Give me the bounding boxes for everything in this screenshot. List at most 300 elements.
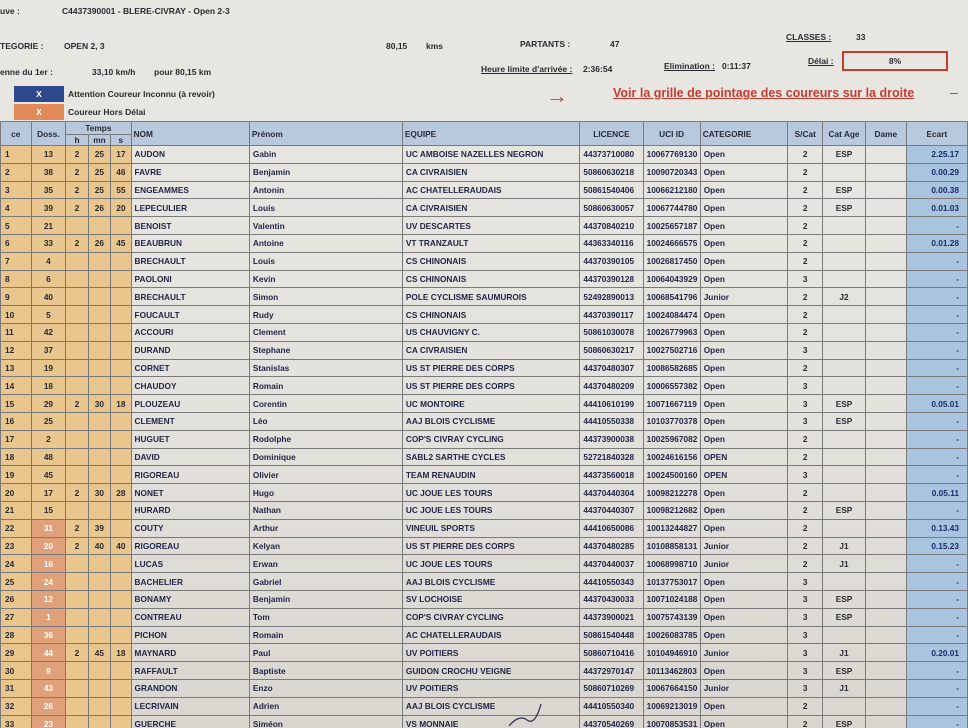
row-uci-id: 10069213019 <box>643 697 700 715</box>
row-equipe: US ST PIERRE DES CORPS <box>402 537 579 555</box>
row-dossard: 20 <box>31 537 66 555</box>
row-uci-id: 10024084474 <box>643 306 700 324</box>
row-time-h <box>66 626 88 644</box>
row-licence: 52721840328 <box>580 448 643 466</box>
row-place: 32 <box>1 697 32 715</box>
row-uci-id: 10024500160 <box>643 466 700 484</box>
row-time-h <box>66 377 88 395</box>
row-place: 8 <box>1 270 32 288</box>
row-dossard: 19 <box>31 359 66 377</box>
row-scat: 3 <box>788 590 823 608</box>
row-nom: FAVRE <box>131 163 249 181</box>
row-scat: 2 <box>788 484 823 502</box>
row-equipe: CA CIVRAISIEN <box>402 163 579 181</box>
row-dossard: 43 <box>31 679 66 697</box>
row-equipe: UV DESCARTES <box>402 217 579 235</box>
row-licence: 44373710080 <box>580 146 643 164</box>
row-nom: ACCOURI <box>131 323 249 341</box>
table-row <box>1 323 968 341</box>
row-cat-age: ESP <box>823 662 866 680</box>
row-prenom: Siméon <box>249 715 402 728</box>
row-place: 24 <box>1 555 32 573</box>
row-licence: 44410610199 <box>580 395 643 413</box>
row-scat: 2 <box>788 501 823 519</box>
col-catage-header: Cat Age <box>823 122 866 146</box>
table-row <box>1 501 968 519</box>
row-time-mn <box>88 341 110 359</box>
row-categorie: Open <box>700 412 788 430</box>
note-tail-mark: – <box>950 84 958 100</box>
row-categorie: Open <box>700 217 788 235</box>
row-scat: 3 <box>788 377 823 395</box>
row-scat: 2 <box>788 697 823 715</box>
row-categorie: Open <box>700 697 788 715</box>
row-time-h: 2 <box>66 537 88 555</box>
heure-limite-value: 2:36:54 <box>583 64 613 74</box>
row-prenom: Paul <box>249 644 402 662</box>
row-equipe: SV LOCHOISE <box>402 590 579 608</box>
row-equipe: UV POITIERS <box>402 644 579 662</box>
table-row <box>1 679 968 697</box>
row-licence: 44372970147 <box>580 662 643 680</box>
row-equipe: VINEUIL SPORTS <box>402 519 579 537</box>
row-time-s <box>111 217 131 235</box>
row-time-s: 46 <box>111 163 131 181</box>
row-place: 20 <box>1 484 32 502</box>
row-licence: 44370440307 <box>580 501 643 519</box>
row-equipe: AC CHATELLERAUDAIS <box>402 626 579 644</box>
table-row <box>1 306 968 324</box>
row-licence: 44370440037 <box>580 555 643 573</box>
row-dame <box>865 270 906 288</box>
row-categorie: Junior <box>700 679 788 697</box>
row-ecart: - <box>906 555 967 573</box>
row-uci-id: 10090720343 <box>643 163 700 181</box>
row-nom: RAFFAULT <box>131 662 249 680</box>
row-dame <box>865 715 906 728</box>
row-ecart: - <box>906 679 967 697</box>
row-categorie: Open <box>700 573 788 591</box>
col-prenom-header: Prénom <box>249 122 402 146</box>
row-categorie: Open <box>700 715 788 728</box>
row-scat: 2 <box>788 306 823 324</box>
row-cat-age: ESP <box>823 608 866 626</box>
row-time-h <box>66 715 88 728</box>
col-licence-header: LICENCE <box>580 122 643 146</box>
row-scat: 3 <box>788 412 823 430</box>
arrow-right-icon: → <box>546 83 568 108</box>
row-ecart: - <box>906 715 967 728</box>
row-cat-age <box>823 341 866 359</box>
row-licence: 44410550340 <box>580 697 643 715</box>
row-equipe: UC JOUE LES TOURS <box>402 484 579 502</box>
row-nom: BRECHAULT <box>131 252 249 270</box>
row-dame <box>865 501 906 519</box>
partants-label: PARTANTS : <box>520 39 571 49</box>
row-prenom: Hugo <box>249 484 402 502</box>
row-nom: RIGOREAU <box>131 466 249 484</box>
row-equipe: GUIDON CROCHU VEIGNE <box>402 662 579 680</box>
row-dame <box>865 590 906 608</box>
classes-value: 33 <box>856 32 866 42</box>
row-scat: 2 <box>788 217 823 235</box>
row-ecart: - <box>906 412 967 430</box>
row-time-s <box>111 715 131 728</box>
table-row <box>1 252 968 270</box>
row-time-h <box>66 252 88 270</box>
row-time-mn: 45 <box>88 644 110 662</box>
row-categorie: Open <box>700 484 788 502</box>
row-time-s <box>111 252 131 270</box>
row-equipe: COP'S CIVRAY CYCLING <box>402 430 579 448</box>
col-scat-header: S/Cat <box>788 122 823 146</box>
row-dossard: 38 <box>31 163 66 181</box>
row-categorie: Open <box>700 501 788 519</box>
row-time-mn <box>88 608 110 626</box>
row-uci-id: 10006557382 <box>643 377 700 395</box>
row-nom: PLOUZEAU <box>131 395 249 413</box>
row-time-s <box>111 341 131 359</box>
row-nom: CORNET <box>131 359 249 377</box>
row-time-s <box>111 555 131 573</box>
row-prenom: Corentin <box>249 395 402 413</box>
row-dossard: 18 <box>31 377 66 395</box>
row-scat: 3 <box>788 573 823 591</box>
row-time-h: 2 <box>66 146 88 164</box>
row-dossard: 48 <box>31 448 66 466</box>
row-time-h <box>66 501 88 519</box>
table-row <box>1 146 968 164</box>
row-place: 17 <box>1 430 32 448</box>
row-ecart: 0.01.28 <box>906 234 967 252</box>
col-equipe-header: EQUIPE <box>402 122 579 146</box>
row-ecart: - <box>906 323 967 341</box>
row-cat-age <box>823 163 866 181</box>
row-time-h: 2 <box>66 199 88 217</box>
table-row <box>1 537 968 555</box>
row-nom: NONET <box>131 484 249 502</box>
row-ecart: 0.20.01 <box>906 644 967 662</box>
row-uci-id: 10098212278 <box>643 484 700 502</box>
row-equipe: TEAM RENAUDIN <box>402 466 579 484</box>
row-ecart: - <box>906 466 967 484</box>
row-time-h <box>66 270 88 288</box>
row-licence: 44370840210 <box>580 217 643 235</box>
row-time-s <box>111 697 131 715</box>
delai-value: 8% <box>842 51 948 71</box>
table-row <box>1 608 968 626</box>
row-licence: 44370440304 <box>580 484 643 502</box>
row-dame <box>865 626 906 644</box>
row-time-mn <box>88 430 110 448</box>
row-uci-id: 10026779963 <box>643 323 700 341</box>
legend-hors-delai-swatch: X <box>14 104 64 120</box>
row-place: 25 <box>1 573 32 591</box>
row-scat: 2 <box>788 234 823 252</box>
row-ecart: - <box>906 306 967 324</box>
row-dossard: 12 <box>31 590 66 608</box>
row-categorie: Open <box>700 359 788 377</box>
row-equipe: POLE CYCLISME SAUMUROIS <box>402 288 579 306</box>
row-uci-id: 10025657187 <box>643 217 700 235</box>
row-licence: 50860710269 <box>580 679 643 697</box>
row-time-mn <box>88 573 110 591</box>
table-row <box>1 359 968 377</box>
row-ecart: - <box>906 252 967 270</box>
row-scat: 3 <box>788 679 823 697</box>
row-scat: 2 <box>788 146 823 164</box>
row-dossard: 23 <box>31 715 66 728</box>
row-dame <box>865 199 906 217</box>
row-time-mn: 25 <box>88 181 110 199</box>
row-time-s <box>111 323 131 341</box>
table-header-row <box>1 122 968 135</box>
row-time-mn <box>88 217 110 235</box>
row-licence: 44410650086 <box>580 519 643 537</box>
row-categorie: Open <box>700 199 788 217</box>
row-nom: BACHELIER <box>131 573 249 591</box>
row-nom: ENGEAMMES <box>131 181 249 199</box>
distance-unit: kms <box>426 41 444 51</box>
row-dossard: 5 <box>31 306 66 324</box>
row-dame <box>865 448 906 466</box>
table-row <box>1 270 968 288</box>
row-prenom: Kelyan <box>249 537 402 555</box>
row-dame <box>865 519 906 537</box>
row-licence: 44370480285 <box>580 537 643 555</box>
row-dame <box>865 288 906 306</box>
row-time-s <box>111 430 131 448</box>
row-scat: 2 <box>788 181 823 199</box>
row-nom: COUTY <box>131 519 249 537</box>
col-nom-header: NOM <box>131 122 249 146</box>
row-equipe: UC JOUE LES TOURS <box>402 501 579 519</box>
legend-hors-delai-text: Coureur Hors Délai <box>68 107 146 117</box>
row-categorie: Open <box>700 163 788 181</box>
row-equipe: UC AMBOISE NAZELLES NEGRON <box>402 146 579 164</box>
row-uci-id: 10137753017 <box>643 573 700 591</box>
row-time-h <box>66 679 88 697</box>
row-nom: MAYNARD <box>131 644 249 662</box>
row-time-mn: 26 <box>88 234 110 252</box>
row-equipe: CS CHINONAIS <box>402 252 579 270</box>
col-ecart-header: Ecart <box>906 122 967 146</box>
row-ecart: 0.15.23 <box>906 537 967 555</box>
row-equipe: AAJ BLOIS CYCLISME <box>402 697 579 715</box>
row-scat: 2 <box>788 199 823 217</box>
col-doss-header: Doss. <box>31 122 66 146</box>
row-licence: 50860630218 <box>580 163 643 181</box>
row-licence: 44370390117 <box>580 306 643 324</box>
row-categorie: Open <box>700 252 788 270</box>
row-prenom: Dominique <box>249 448 402 466</box>
row-uci-id: 10067664150 <box>643 679 700 697</box>
row-uci-id: 10071667119 <box>643 395 700 413</box>
row-categorie: Open <box>700 608 788 626</box>
row-nom: CLEMENT <box>131 412 249 430</box>
row-nom: PAOLONI <box>131 270 249 288</box>
row-nom: BENOIST <box>131 217 249 235</box>
row-equipe: CS CHINONAIS <box>402 270 579 288</box>
row-equipe: VT TRANZAULT <box>402 234 579 252</box>
table-row <box>1 430 968 448</box>
row-place: 4 <box>1 199 32 217</box>
row-ecart: 0.00.29 <box>906 163 967 181</box>
row-time-mn: 25 <box>88 163 110 181</box>
row-categorie: Open <box>700 306 788 324</box>
epreuve-value: C4437390001 - BLERE-CIVRAY - Open 2-3 <box>62 6 230 16</box>
row-cat-age: ESP <box>823 590 866 608</box>
row-place: 16 <box>1 412 32 430</box>
row-time-mn: 25 <box>88 146 110 164</box>
row-licence: 50860710416 <box>580 644 643 662</box>
moyenne-value: 33,10 km/h <box>92 67 136 77</box>
row-uci-id: 10067744780 <box>643 199 700 217</box>
row-prenom: Léo <box>249 412 402 430</box>
row-time-h <box>66 430 88 448</box>
row-nom: GUERCHE <box>131 715 249 728</box>
row-ecart: - <box>906 662 967 680</box>
row-place: 18 <box>1 448 32 466</box>
row-dossard: 42 <box>31 323 66 341</box>
row-uci-id: 10013244827 <box>643 519 700 537</box>
table-row <box>1 466 968 484</box>
row-licence: 44370390105 <box>580 252 643 270</box>
legend-unknown <box>0 86 540 103</box>
row-time-s <box>111 590 131 608</box>
row-time-h: 2 <box>66 163 88 181</box>
row-equipe: CA CIVRAISIEN <box>402 341 579 359</box>
table-row <box>1 448 968 466</box>
row-nom: LECRIVAIN <box>131 697 249 715</box>
row-nom: HUGUET <box>131 430 249 448</box>
row-dame <box>865 217 906 235</box>
row-prenom: Louis <box>249 199 402 217</box>
row-scat: 2 <box>788 323 823 341</box>
row-time-h <box>66 590 88 608</box>
row-categorie: Open <box>700 590 788 608</box>
row-nom: LUCAS <box>131 555 249 573</box>
row-prenom: Valentin <box>249 217 402 235</box>
row-dossard: 16 <box>31 555 66 573</box>
row-ecart: - <box>906 430 967 448</box>
row-time-mn: 40 <box>88 537 110 555</box>
col-s-header: s <box>111 135 131 146</box>
col-categorie-header: CATEGORIE <box>700 122 788 146</box>
row-dossard: 29 <box>31 395 66 413</box>
row-uci-id: 10098212682 <box>643 501 700 519</box>
col-uci-header: UCI ID <box>643 122 700 146</box>
row-cat-age <box>823 466 866 484</box>
delai-label: Délai : <box>808 56 834 66</box>
row-time-s <box>111 501 131 519</box>
row-place: 33 <box>1 715 32 728</box>
row-dossard: 21 <box>31 217 66 235</box>
row-licence: 50861030078 <box>580 323 643 341</box>
row-time-mn <box>88 270 110 288</box>
row-licence: 44370390128 <box>580 270 643 288</box>
row-scat: 2 <box>788 448 823 466</box>
row-categorie: OPEN <box>700 466 788 484</box>
row-time-mn <box>88 412 110 430</box>
row-cat-age <box>823 359 866 377</box>
row-time-h <box>66 412 88 430</box>
row-equipe: US ST PIERRE DES CORPS <box>402 359 579 377</box>
row-dame <box>865 395 906 413</box>
table-row <box>1 484 968 502</box>
row-prenom: Rudy <box>249 306 402 324</box>
row-cat-age: ESP <box>823 181 866 199</box>
row-cat-age: ESP <box>823 395 866 413</box>
row-dame <box>865 537 906 555</box>
row-licence: 44363340116 <box>580 234 643 252</box>
row-time-h <box>66 448 88 466</box>
categorie-value: OPEN 2, 3 <box>64 41 105 51</box>
row-dame <box>865 697 906 715</box>
row-prenom: Baptiste <box>249 662 402 680</box>
row-time-s <box>111 662 131 680</box>
row-ecart: - <box>906 448 967 466</box>
row-licence: 44373560018 <box>580 466 643 484</box>
row-uci-id: 10066212180 <box>643 181 700 199</box>
row-time-h: 2 <box>66 644 88 662</box>
row-time-s: 40 <box>111 537 131 555</box>
row-equipe: UC JOUE LES TOURS <box>402 555 579 573</box>
row-place: 21 <box>1 501 32 519</box>
row-time-h <box>66 217 88 235</box>
row-uci-id: 10026083785 <box>643 626 700 644</box>
row-dame <box>865 163 906 181</box>
row-dossard: 44 <box>31 644 66 662</box>
row-uci-id: 10103770378 <box>643 412 700 430</box>
row-prenom: Nathan <box>249 501 402 519</box>
row-time-s: 45 <box>111 234 131 252</box>
row-uci-id: 10024666575 <box>643 234 700 252</box>
table-row <box>1 412 968 430</box>
row-cat-age <box>823 252 866 270</box>
row-prenom: Adrien <box>249 697 402 715</box>
row-time-s <box>111 608 131 626</box>
row-prenom: Tom <box>249 608 402 626</box>
row-cat-age <box>823 217 866 235</box>
row-time-s <box>111 466 131 484</box>
row-nom: PICHON <box>131 626 249 644</box>
heure-limite-label: Heure limite d'arrivée : <box>481 64 573 74</box>
row-time-h: 2 <box>66 395 88 413</box>
row-prenom: Clement <box>249 323 402 341</box>
row-dame <box>865 679 906 697</box>
row-dame <box>865 252 906 270</box>
row-licence: 44370430033 <box>580 590 643 608</box>
row-cat-age <box>823 430 866 448</box>
row-time-s <box>111 626 131 644</box>
row-uci-id: 10067769130 <box>643 146 700 164</box>
row-cat-age: J2 <box>823 288 866 306</box>
row-cat-age <box>823 448 866 466</box>
row-place: 9 <box>1 288 32 306</box>
row-licence: 44373900038 <box>580 430 643 448</box>
row-time-h <box>66 323 88 341</box>
col-place-header: ce <box>1 122 32 146</box>
row-categorie: Open <box>700 323 788 341</box>
row-categorie: Open <box>700 270 788 288</box>
row-licence: 44370540269 <box>580 715 643 728</box>
row-cat-age <box>823 306 866 324</box>
row-dossard: 37 <box>31 341 66 359</box>
table-row <box>1 555 968 573</box>
row-nom: CONTREAU <box>131 608 249 626</box>
row-categorie: Junior <box>700 644 788 662</box>
